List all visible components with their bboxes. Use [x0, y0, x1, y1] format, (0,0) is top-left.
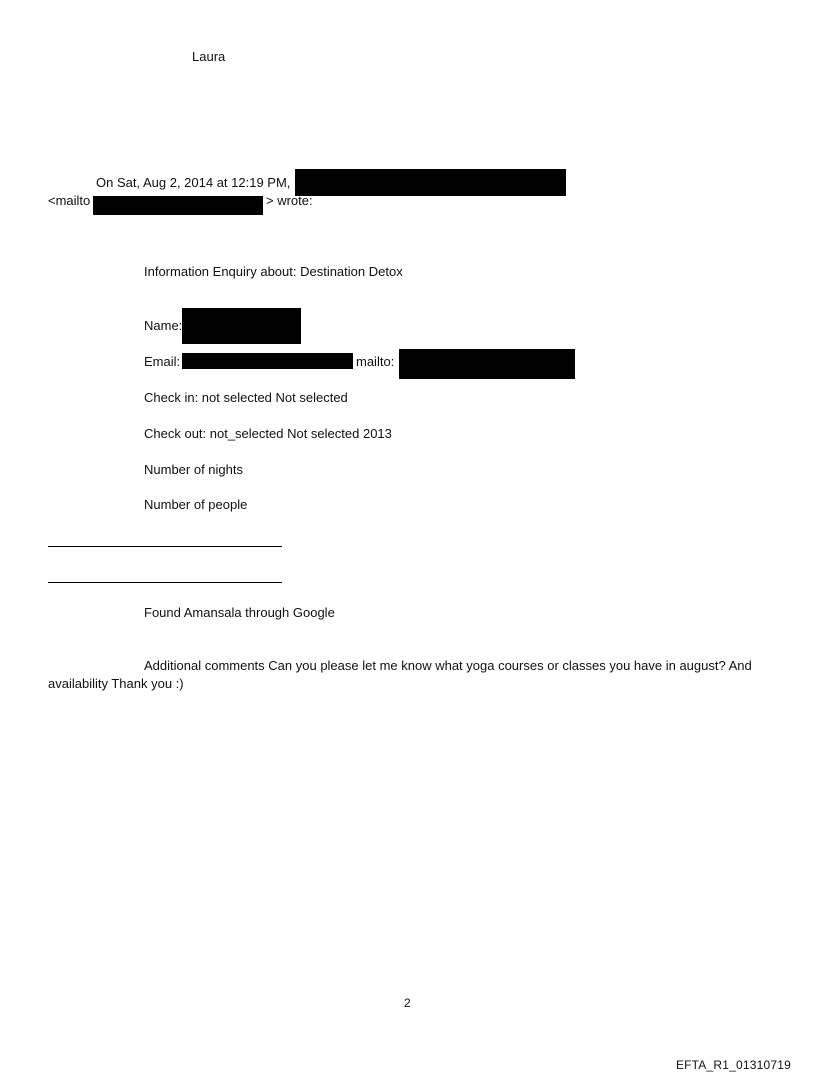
- check-out-line: Check out: not_selected Not selected 2013: [144, 426, 392, 441]
- redaction-sender-name: [295, 169, 566, 196]
- redaction-email: [182, 353, 353, 369]
- redaction-name: [182, 308, 301, 344]
- email-label: Email:: [144, 354, 181, 369]
- quote-header-intro: On Sat, Aug 2, 2014 at 12:19 PM,: [96, 175, 291, 190]
- signature-name: Laura: [192, 49, 226, 64]
- name-label: Name:: [144, 318, 183, 333]
- redaction-mailto: [399, 349, 575, 379]
- redaction-sender-email: [93, 196, 263, 215]
- enquiry-title: Information Enquiry about: Destination Detox: [144, 264, 403, 279]
- nights-line: Number of nights: [144, 462, 243, 477]
- check-in-line: Check in: not selected Not selected: [144, 390, 348, 405]
- divider-rule-2: [48, 582, 282, 583]
- document-id: EFTA_R1_01310719: [675, 1058, 791, 1072]
- quote-header-wrote: > wrote:: [266, 193, 313, 208]
- page-number: 2: [404, 996, 411, 1010]
- mailto-label: mailto:: [356, 354, 395, 369]
- people-line: Number of people: [144, 497, 248, 512]
- comments-line-2: availability Thank you :): [48, 676, 184, 691]
- comments-line-1: Additional comments Can you please let me know what yoga courses or classes you have in august? And: [144, 658, 752, 673]
- found-line: Found Amansala through Google: [144, 605, 335, 620]
- quote-header-mailto: <mailto: [48, 193, 91, 208]
- divider-rule-1: [48, 546, 282, 547]
